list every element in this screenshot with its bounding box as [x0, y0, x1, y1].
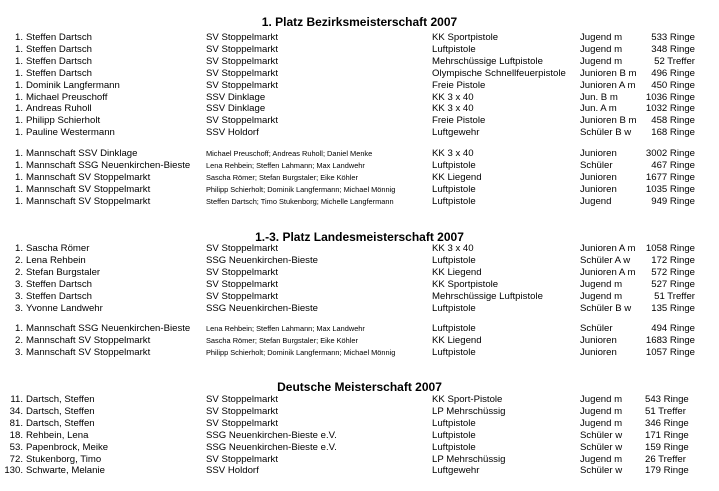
discipline: Luftpistole — [432, 346, 476, 358]
score: 467 Ringe — [651, 159, 695, 171]
score: 496 Ringe — [651, 67, 695, 79]
team-name: Mannschaft SV Stoppelmarkt — [26, 334, 151, 346]
class: Jugend m — [580, 417, 623, 429]
club: SSG Neuenkirchen-Bieste — [206, 302, 318, 314]
score: 572 Ringe — [651, 266, 695, 278]
discipline: Luftpistole — [432, 323, 476, 334]
team-members: Michael Preuschoff; Andreas Ruholl; Daniel Menke — [206, 149, 373, 158]
section-title: 1. Platz Bezirksmeisterschaft 2007 — [261, 15, 458, 29]
team-members: Philipp Schierholt; Dominik Langfermann; Michael Mönnig — [206, 184, 396, 194]
rank: 11. — [10, 394, 23, 405]
shooter-name: Steffen Dartsch — [26, 278, 92, 290]
shooter-name: Yvonne Landwehr — [26, 302, 103, 314]
team-name: Mannschaft SSG Neuenkirchen-Bieste — [26, 159, 191, 171]
team-name: Mannschaft SV Stoppelmarkt — [26, 346, 151, 358]
team-members: Lena Rehbein; Steffen Lahmann; Max Landwehr — [206, 324, 365, 333]
rank: 34. — [9, 405, 23, 417]
class: Junioren B m — [580, 67, 637, 79]
discipline: KK Sportpistole — [432, 278, 499, 290]
class: Schüler A w — [580, 254, 631, 266]
class: Jugend m — [580, 453, 623, 465]
rank: 2. — [14, 254, 23, 266]
rank: 81. — [9, 417, 23, 429]
score: 450 Ringe — [651, 79, 695, 91]
class: Junioren — [580, 148, 617, 159]
rank: 1. — [14, 91, 23, 103]
result-row — [0, 68, 719, 80]
class: Schüler — [580, 323, 613, 334]
class: Schüler w — [580, 429, 623, 441]
result-row — [0, 103, 719, 115]
score: 494 Ringe — [651, 323, 695, 334]
club: SV Stoppelmarkt — [206, 79, 278, 91]
discipline: Luftgewehr — [432, 465, 480, 477]
rank: 2. — [14, 266, 23, 278]
result-row — [0, 442, 719, 454]
team-row — [0, 148, 719, 160]
shooter-name: Steffen Dartsch — [26, 55, 92, 67]
discipline: KK Liegend — [432, 266, 482, 278]
result-row — [0, 255, 719, 267]
shooter-name: Dartsch, Steffen — [26, 417, 95, 429]
class: Junioren — [580, 346, 617, 358]
class: Schüler w — [580, 441, 623, 453]
class: Junioren A m — [580, 266, 636, 278]
shooter-name: Philipp Schierholt — [26, 115, 101, 127]
score: 1677 Ringe — [645, 171, 695, 183]
rank: 1. — [14, 127, 23, 139]
class: Schüler B w — [580, 302, 632, 314]
rank: 130. — [4, 465, 23, 477]
class: Jun. B m — [580, 91, 618, 103]
rank: 72. — [9, 453, 23, 465]
shooter-name: Steffen Dartsch — [26, 67, 92, 79]
club: SSV Holdorf — [206, 127, 259, 139]
rank: 1. — [14, 43, 23, 55]
class: Jugend — [580, 195, 612, 207]
rank: 3. — [14, 302, 23, 314]
result-row — [0, 465, 719, 477]
score: 348 Ringe — [651, 43, 695, 55]
rank: 1. — [14, 171, 23, 183]
score: 1032 Ringe — [645, 103, 695, 115]
class: Junioren — [580, 183, 617, 195]
discipline: Freie Pistole — [432, 79, 486, 91]
discipline: KK 3 x 40 — [432, 148, 474, 159]
result-row — [0, 80, 719, 92]
score: 1036 Ringe — [645, 91, 695, 103]
shooter-name: Dominik Langfermann — [26, 79, 120, 91]
class: Jugend m — [580, 32, 623, 43]
team-row — [0, 196, 719, 208]
class: Jugend m — [580, 43, 623, 55]
score: 26 Treffer — [645, 453, 686, 465]
score: 543 Ringe — [645, 394, 689, 405]
rank: 1. — [14, 32, 23, 43]
score: 1683 Ringe — [645, 334, 695, 346]
rank: 1. — [14, 323, 23, 334]
class: Junioren A m — [580, 79, 636, 91]
rank: 1. — [14, 55, 23, 67]
score: 1057 Ringe — [645, 346, 695, 358]
shooter-name: Steffen Dartsch — [26, 32, 92, 43]
team-name: Mannschaft SV Stoppelmarkt — [26, 171, 151, 183]
shooter-name: Pauline Westermann — [26, 127, 115, 139]
rank: 1. — [14, 183, 23, 195]
club: SV Stoppelmarkt — [206, 32, 278, 43]
club: SSG Neuenkirchen-Bieste e.V. — [206, 429, 337, 441]
club: SV Stoppelmarkt — [206, 243, 278, 254]
score: 168 Ringe — [651, 127, 695, 139]
team-row — [0, 347, 719, 359]
club: SV Stoppelmarkt — [206, 266, 278, 278]
result-row — [0, 454, 719, 466]
discipline: KK 3 x 40 — [432, 91, 474, 103]
shooter-name: Dartsch, Steffen — [26, 405, 95, 417]
shooter-name: Andreas Ruholl — [26, 103, 92, 115]
result-row — [0, 115, 719, 127]
discipline: Olympische Schnellfeuerpistole — [432, 67, 566, 79]
club: SV Stoppelmarkt — [206, 67, 278, 79]
rank: 53. — [9, 441, 23, 453]
result-row — [0, 406, 719, 418]
team-row — [0, 160, 719, 172]
team-row — [0, 323, 719, 335]
team-row — [0, 172, 719, 184]
discipline: Luftpistole — [432, 254, 476, 266]
team-members: Steffen Dartsch; Timo Stukenborg; Michelle Langfermann — [206, 196, 394, 206]
discipline: Luftpistole — [432, 183, 476, 195]
result-row — [0, 127, 719, 139]
club: SV Stoppelmarkt — [206, 394, 278, 405]
team-name: Mannschaft SSV Dinklage — [26, 148, 138, 159]
class: Jugend m — [580, 394, 623, 405]
shooter-name: Rehbein, Lena — [26, 429, 89, 441]
rank: 1. — [14, 195, 23, 207]
result-row — [0, 44, 719, 56]
class: Junioren — [580, 334, 617, 346]
result-row — [0, 394, 719, 406]
team-members: Sascha Römer; Stefan Burgstaler; Eike Köhler — [206, 335, 358, 345]
discipline: KK Liegend — [432, 334, 482, 346]
discipline: LP Mehrschüssig — [432, 453, 506, 465]
club: SSV Dinklage — [206, 91, 266, 103]
result-row — [0, 32, 719, 44]
rank: 1. — [14, 159, 23, 171]
discipline: Luftpistole — [432, 159, 476, 171]
score: 52 Treffer — [654, 55, 695, 67]
rank: 2. — [14, 334, 23, 346]
score: 171 Ringe — [645, 429, 689, 441]
score: 51 Treffer — [654, 290, 695, 302]
shooter-name: Dartsch, Steffen — [26, 394, 95, 405]
team-name: Mannschaft SV Stoppelmarkt — [26, 183, 151, 195]
score: 527 Ringe — [651, 278, 695, 290]
rank: 1. — [14, 243, 23, 254]
rank: 3. — [14, 346, 23, 358]
score: 533 Ringe — [651, 32, 695, 43]
score: 172 Ringe — [651, 254, 695, 266]
shooter-name: Stukenborg, Timo — [26, 453, 102, 465]
discipline: Luftpistole — [432, 302, 476, 314]
rank: 18. — [9, 429, 23, 441]
team-name: Mannschaft SV Stoppelmarkt — [26, 195, 151, 207]
result-row — [0, 279, 719, 291]
discipline: KK Liegend — [432, 171, 482, 183]
discipline: KK 3 x 40 — [432, 103, 474, 115]
discipline: Mehrschüssige Luftpistole — [432, 290, 543, 302]
club: SV Stoppelmarkt — [206, 43, 278, 55]
discipline: Luftpistole — [432, 417, 476, 429]
class: Jun. A m — [580, 103, 617, 115]
result-row — [0, 267, 719, 279]
club: SV Stoppelmarkt — [206, 417, 278, 429]
club: SV Stoppelmarkt — [206, 278, 278, 290]
team-row — [0, 335, 719, 347]
team-name: Mannschaft SSG Neuenkirchen-Bieste — [26, 323, 191, 334]
class: Junioren B m — [580, 115, 637, 127]
discipline: Luftpistole — [432, 429, 476, 441]
class: Schüler w — [580, 465, 623, 477]
score: 179 Ringe — [645, 465, 689, 477]
result-row — [0, 418, 719, 430]
rank: 1. — [14, 79, 23, 91]
club: SV Stoppelmarkt — [206, 115, 278, 127]
section-title: Deutsche Meisterschaft 2007 — [277, 380, 442, 394]
rank: 1. — [14, 67, 23, 79]
club: SV Stoppelmarkt — [206, 290, 278, 302]
club: SSV Dinklage — [206, 103, 266, 115]
rank: 1. — [14, 148, 23, 159]
team-members: Philipp Schierholt; Dominik Langfermann; Michael Mönnig — [206, 347, 396, 357]
shooter-name: Schwarte, Melanie — [26, 465, 105, 477]
shooter-name: Sascha Römer — [26, 243, 90, 254]
discipline: Mehrschüssige Luftpistole — [432, 55, 543, 67]
result-row — [0, 291, 719, 303]
shooter-name: Lena Rehbein — [26, 254, 86, 266]
score: 51 Treffer — [645, 405, 686, 417]
discipline: Luftpistole — [432, 195, 476, 207]
score: 1035 Ringe — [645, 183, 695, 195]
team-members: Lena Rehbein; Steffen Lahmann; Max Landwehr — [206, 160, 365, 170]
discipline: Luftpistole — [432, 441, 476, 453]
score: 346 Ringe — [645, 417, 689, 429]
class: Schüler — [580, 159, 613, 171]
discipline: Luftpistole — [432, 43, 476, 55]
result-row — [0, 303, 719, 315]
class: Jugend m — [580, 290, 623, 302]
rank: 3. — [14, 278, 23, 290]
rank: 1. — [14, 115, 23, 127]
team-row — [0, 184, 719, 196]
class: Jugend m — [580, 405, 623, 417]
class: Junioren — [580, 171, 617, 183]
result-row — [0, 243, 719, 255]
class: Jugend m — [580, 278, 623, 290]
rank: 1. — [14, 103, 23, 115]
shooter-name: Michael Preuschoff — [26, 91, 108, 103]
rank: 3. — [14, 290, 23, 302]
score: 3002 Ringe — [645, 148, 695, 159]
team-members: Sascha Römer; Stefan Burgstaler; Eike Köhler — [206, 172, 358, 182]
score: 159 Ringe — [645, 441, 689, 453]
score: 135 Ringe — [651, 302, 695, 314]
section-title: 1.-3. Platz Landesmeisterschaft 2007 — [255, 230, 464, 244]
shooter-name: Steffen Dartsch — [26, 43, 92, 55]
class: Jugend m — [580, 55, 623, 67]
result-row — [0, 56, 719, 68]
discipline: Freie Pistole — [432, 115, 486, 127]
score: 458 Ringe — [651, 115, 695, 127]
class: Schüler B w — [580, 127, 632, 139]
result-row — [0, 92, 719, 104]
shooter-name: Steffen Dartsch — [26, 290, 92, 302]
discipline: KK Sport-Pistole — [432, 394, 503, 405]
shooter-name: Stefan Burgstaler — [26, 266, 101, 278]
club: SSV Holdorf — [206, 465, 259, 477]
discipline: KK 3 x 40 — [432, 243, 474, 254]
club: SV Stoppelmarkt — [206, 453, 278, 465]
club: SV Stoppelmarkt — [206, 55, 278, 67]
shooter-name: Papenbrock, Meike — [26, 441, 109, 453]
discipline: LP Mehrschüssig — [432, 405, 506, 417]
club: SV Stoppelmarkt — [206, 405, 278, 417]
class: Junioren A m — [580, 243, 636, 254]
score: 1058 Ringe — [645, 243, 695, 254]
discipline: Luftgewehr — [432, 127, 480, 139]
club: SSG Neuenkirchen-Bieste — [206, 254, 318, 266]
discipline: KK Sportpistole — [432, 32, 499, 43]
club: SSG Neuenkirchen-Bieste e.V. — [206, 441, 337, 453]
score: 949 Ringe — [651, 195, 695, 207]
result-row — [0, 430, 719, 442]
